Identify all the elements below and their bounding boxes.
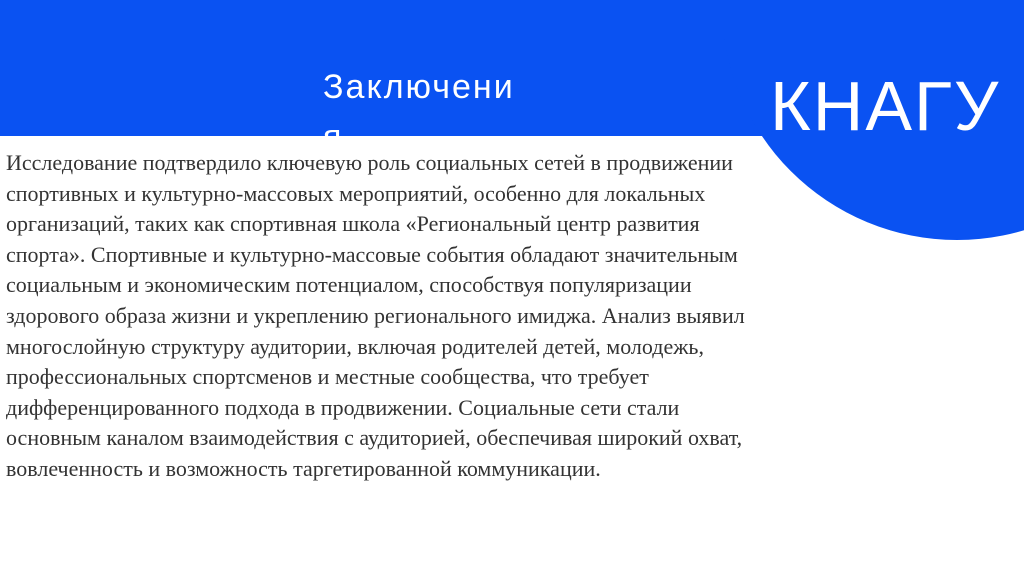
slide-title: Заключени я — [323, 68, 515, 156]
logo: КНАГУ — [770, 67, 1001, 145]
body-text: Исследование подтвердило ключевую роль социальных сетей в продвижении спортивных и культурно-массовых мероприятий, особенно для локальных организаций, таких как спортивная школа «Региональный центр развития спорта». Спортивные и культурно-массовые события обладают значительным социальным и экономическим потенциалом, способствуя популяризации здорового образа жизни и укреплению регионального имиджа. Анализ выявил многослойную структуру аудитории, включая родителей детей, молодежь, профессиональных спортсменов и местные сообщества, что требует дифференцированного подхода в продвижении. Социальные сети стали основным каналом взаимодействия с аудиторией, обеспечивая широкий охват, вовлеченность и возможность таргетированной коммуникации. — [6, 150, 745, 481]
